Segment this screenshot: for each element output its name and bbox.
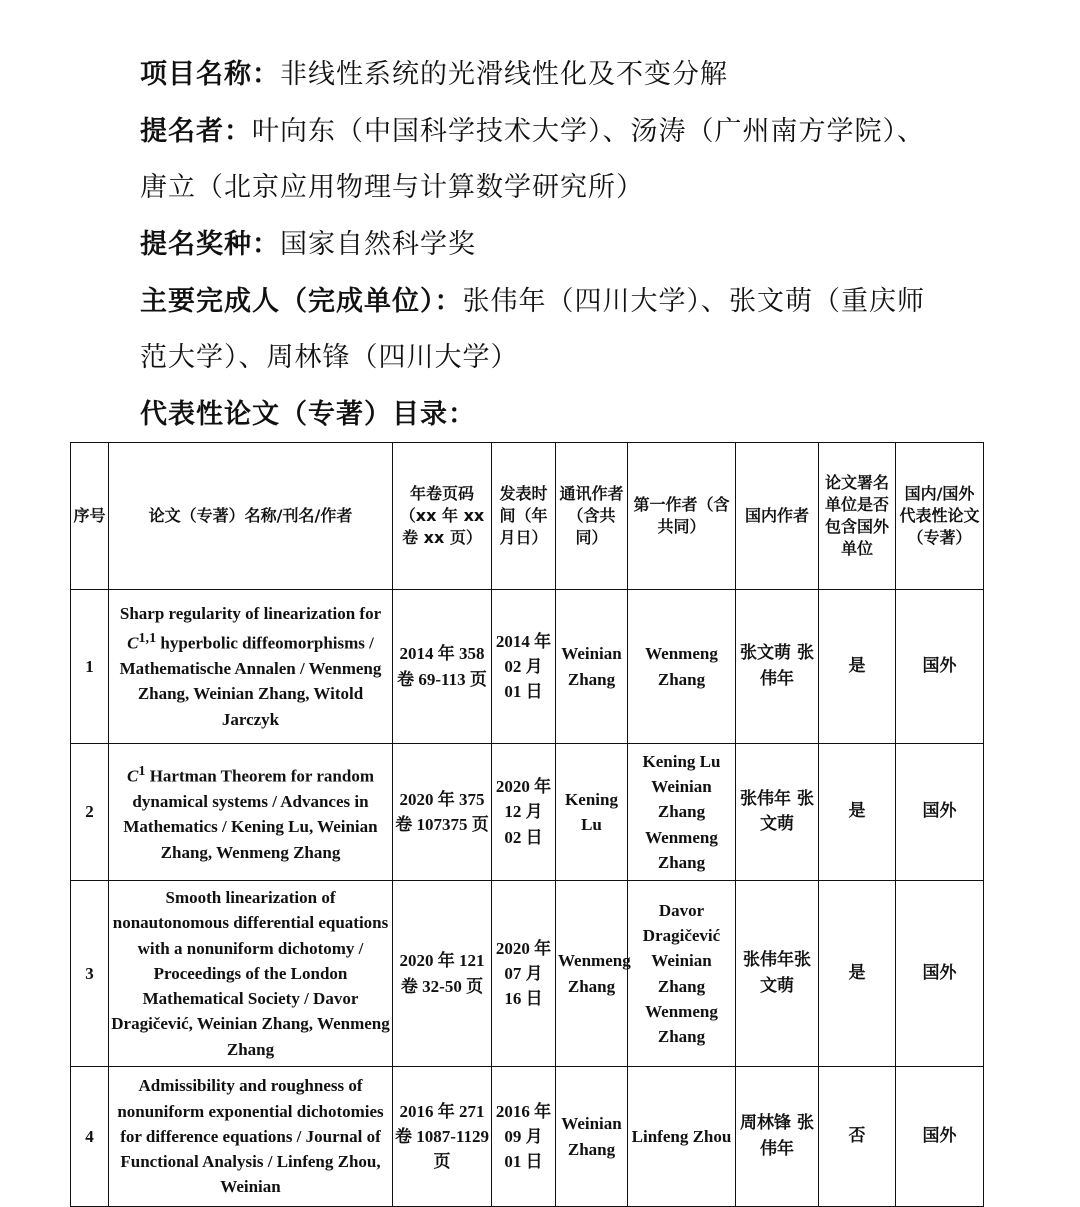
col-volume: 年卷页码（xx 年 xx 卷 xx 页） [393, 443, 492, 590]
col-no: 序号 [71, 443, 109, 590]
completers-line-2 [140, 341, 519, 375]
row-no: 1 [71, 590, 109, 744]
title-text-post: hyperbolic diffeomorphisms / Mathematische Annalen / Wenmeng Zhang, Weinian Zhang, Witold Jarczyk [119, 633, 382, 729]
col-foreign-unit: 论文署名单位是否包含国外单位 [819, 443, 896, 590]
row-domestic: 张伟年 张文萌 [736, 744, 819, 881]
row-no: 3 [71, 881, 109, 1067]
nominator-line-2 [140, 171, 644, 205]
nominator-label: 提名者： [140, 116, 252, 147]
title-text-post: Hartman Theorem for random dynamical systems / Advances in Mathematics / Kening Lu, Weinian Zhang, Wenmeng Zhang [123, 766, 378, 862]
table-header-row [71, 443, 984, 590]
row-first-author: Linfeng Zhou [628, 1067, 736, 1207]
table-row [71, 744, 984, 881]
table-row [71, 590, 984, 744]
award-value: 国家自然科学奖 [280, 229, 476, 260]
col-title: 论文（专著）名称/刊名/作者 [109, 443, 393, 590]
completers-value-cont: 范大学）、周林锋（四川大学） [140, 342, 519, 373]
row-title: Admissibility and roughness of nonuniform exponential dichotomies for difference equations / Journal of Functional Analysis / Linfeng Zhou, Weinian [109, 1067, 393, 1207]
title-text: Sharp regularity of linearization for [119, 603, 382, 623]
row-no: 2 [71, 744, 109, 881]
row-rep: 国外 [896, 1067, 984, 1207]
award-line [140, 228, 476, 262]
row-first-author: Kening Lu Weinian Zhang Wenmeng Zhang [628, 744, 736, 881]
row-corresponding: Weinian Zhang [556, 590, 628, 744]
row-volume: 2016 年 271 卷 1087-1129 页 [393, 1067, 492, 1207]
row-date: 2014 年 02 月 01 日 [492, 590, 556, 744]
project-name-value: 非线性系统的光滑线性化及不变分解 [280, 59, 728, 90]
row-foreign-unit: 否 [819, 1067, 896, 1207]
row-date: 2020 年 07 月 16 日 [492, 881, 556, 1067]
row-no: 4 [71, 1067, 109, 1207]
title-math: C [127, 766, 139, 786]
row-foreign-unit: 是 [819, 744, 896, 881]
row-title [109, 744, 393, 881]
row-corresponding: Wenmeng Zhang [556, 881, 628, 1067]
row-title: Smooth linearization of nonautonomous differential equations with a nonuniform dichotomy / Proceedings of the London Mathematical Society / Davor Dragičević, Weinian Zhang, Wenmeng Zhang [109, 881, 393, 1067]
row-corresponding: Weinian Zhang [556, 1067, 628, 1207]
project-name-line [140, 58, 728, 92]
row-first-author: Wenmeng Zhang [628, 590, 736, 744]
nominator-value-cont: 唐立（北京应用物理与计算数学研究所） [140, 172, 644, 203]
nominator-line [140, 115, 925, 149]
papers-table [70, 442, 984, 1207]
papers-heading-label: 代表性论文（专著）目录： [140, 399, 476, 430]
completers-value: 张伟年（四川大学）、张文萌（重庆师 [462, 286, 925, 317]
row-domestic: 周林锋 张伟年 [736, 1067, 819, 1207]
row-title [109, 590, 393, 744]
completers-label: 主要完成人（完成单位）： [140, 286, 463, 317]
row-foreign-unit: 是 [819, 881, 896, 1067]
col-domestic: 国内作者 [736, 443, 819, 590]
title-math: C [127, 633, 139, 653]
table-row [71, 881, 984, 1067]
col-rep: 国内/国外代表性论文（专著） [896, 443, 984, 590]
row-rep: 国外 [896, 744, 984, 881]
project-name-label: 项目名称： [140, 59, 280, 90]
row-rep: 国外 [896, 590, 984, 744]
award-label: 提名奖种： [140, 229, 280, 260]
papers-heading [140, 398, 476, 432]
row-volume: 2020 年 121 卷 32-50 页 [393, 881, 492, 1067]
nominator-value: 叶向东（中国科学技术大学）、汤涛（广州南方学院）、 [252, 116, 925, 147]
row-date: 2020 年 12 月 02 日 [492, 744, 556, 881]
row-first-author: Davor Dragičević Weinian Zhang Wenmeng Zhang [628, 881, 736, 1067]
title-sup: 1,1 [138, 630, 157, 647]
row-volume: 2020 年 375 卷 107375 页 [393, 744, 492, 881]
col-first-author: 第一作者（含共同） [628, 443, 736, 590]
row-date: 2016 年 09 月 01 日 [492, 1067, 556, 1207]
col-corresponding: 通讯作者（含共同） [556, 443, 628, 590]
row-corresponding: Kening Lu [556, 744, 628, 881]
col-date: 发表时间（年月日） [492, 443, 556, 590]
title-sup: 1 [138, 763, 146, 780]
row-rep: 国外 [896, 881, 984, 1067]
row-domestic: 张文萌 张伟年 [736, 590, 819, 744]
row-foreign-unit: 是 [819, 590, 896, 744]
row-volume: 2014 年 358 卷 69-113 页 [393, 590, 492, 744]
completers-line [140, 285, 925, 319]
table-row [71, 1067, 984, 1207]
row-domestic: 张伟年张文萌 [736, 881, 819, 1067]
